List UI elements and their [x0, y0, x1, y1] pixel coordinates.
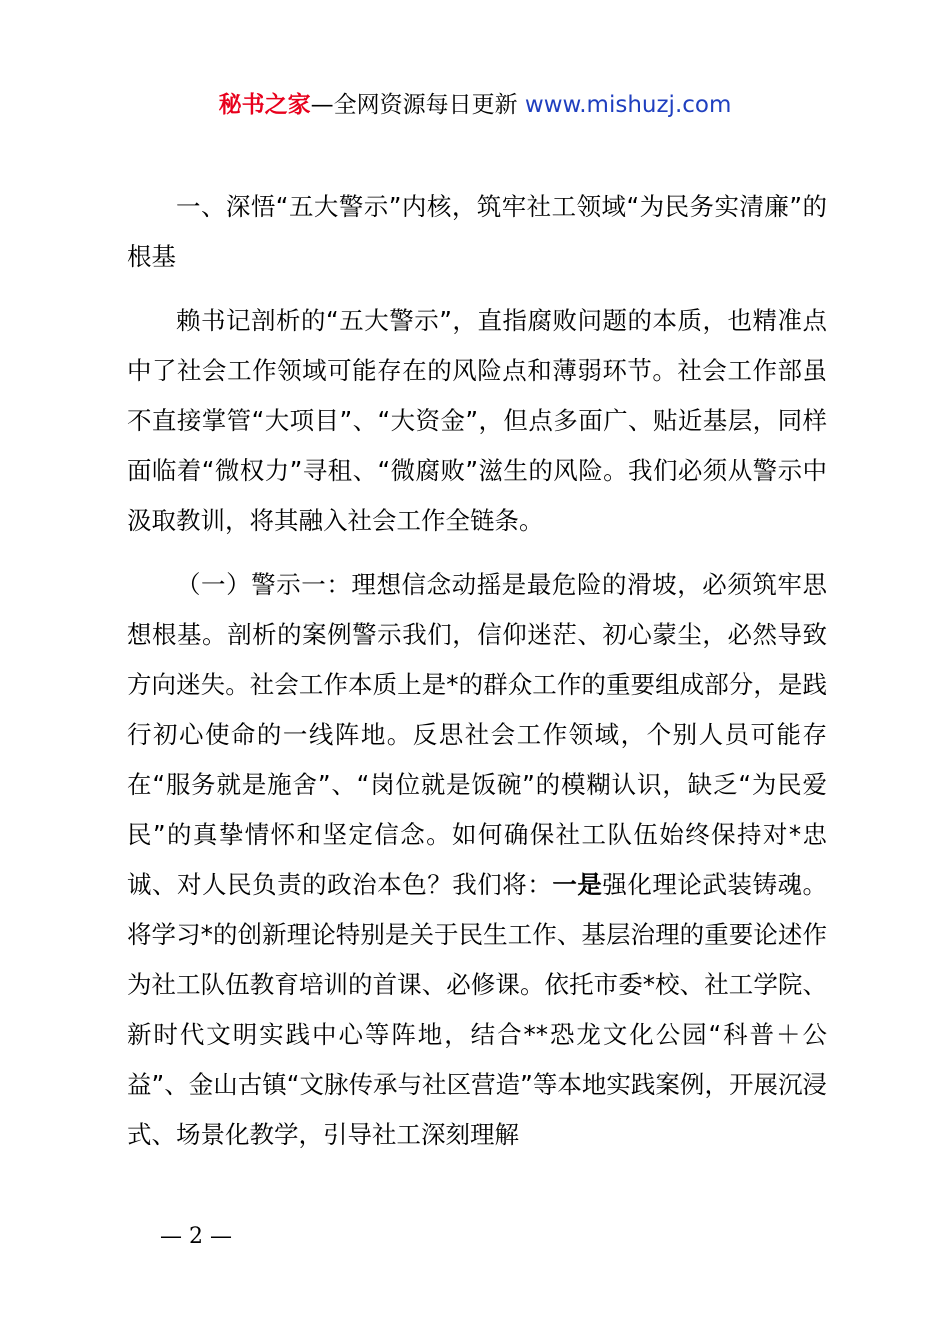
paragraph-text: 强化理论武装铸魂。将学习*的创新理论特别是关于民生工作、基层治理的重要论述作为社工队伍教育培训的首课、必修课。依托市委*校、社工学院、新时代文明实践中心等阵地，结合**恐龙文化公园“科普＋公益”、金山古镇“文脉传承与社区营造”等本地实践案例，开展沉浸式、场景化教学，引导社工深刻理解: [127, 870, 828, 1149]
section-heading: 一、深悟“五大警示”内核，筑牢社工领域“为民务实清廉”的根基: [127, 192, 827, 271]
header-slogan: 全网资源每日更新: [333, 92, 518, 118]
page-number: — 2 —: [160, 1224, 232, 1249]
paragraph-warning-one: [127, 560, 827, 1160]
brand-name: 秘书之家: [218, 92, 311, 118]
site-header: [0, 88, 950, 122]
header-dash: —: [310, 92, 334, 118]
bold-marker: 一是: [552, 870, 603, 899]
paragraph-text: （一）警示一：理想信念动摇是最危险的滑坡，必须筑牢思想根基。剖析的案例警示我们，信仰迷茫、初心蒙尘，必然导致方向迷失。社会工作本质上是*的群众工作的重要组成部分，是践行初心使命的一线阵地。反思社会工作领域，个别人员可能存在“服务就是施舍”、“岗位就是饭碗”的模糊认识，缺乏“为民爱民”的真挚情怀和坚定信念。如何确保社工队伍始终保持对*忠诚、对人民负责的政治本色？我们将：: [127, 570, 827, 899]
paragraph-intro: 赖书记剖析的“五大警示”，直指腐败问题的本质，也精准点中了社会工作领域可能存在的风险点和薄弱环节。社会工作部虽不直接掌管“大项目”、“大资金”，但点多面广、贴近基层，同样面临着“微权力”寻租、“微腐败”滋生的风险。我们必须从警示中汲取教训，将其融入社会工作全链条。: [127, 306, 827, 535]
document-body: [127, 182, 827, 1174]
site-url-link[interactable]: www.mishuzj.com: [524, 92, 732, 118]
